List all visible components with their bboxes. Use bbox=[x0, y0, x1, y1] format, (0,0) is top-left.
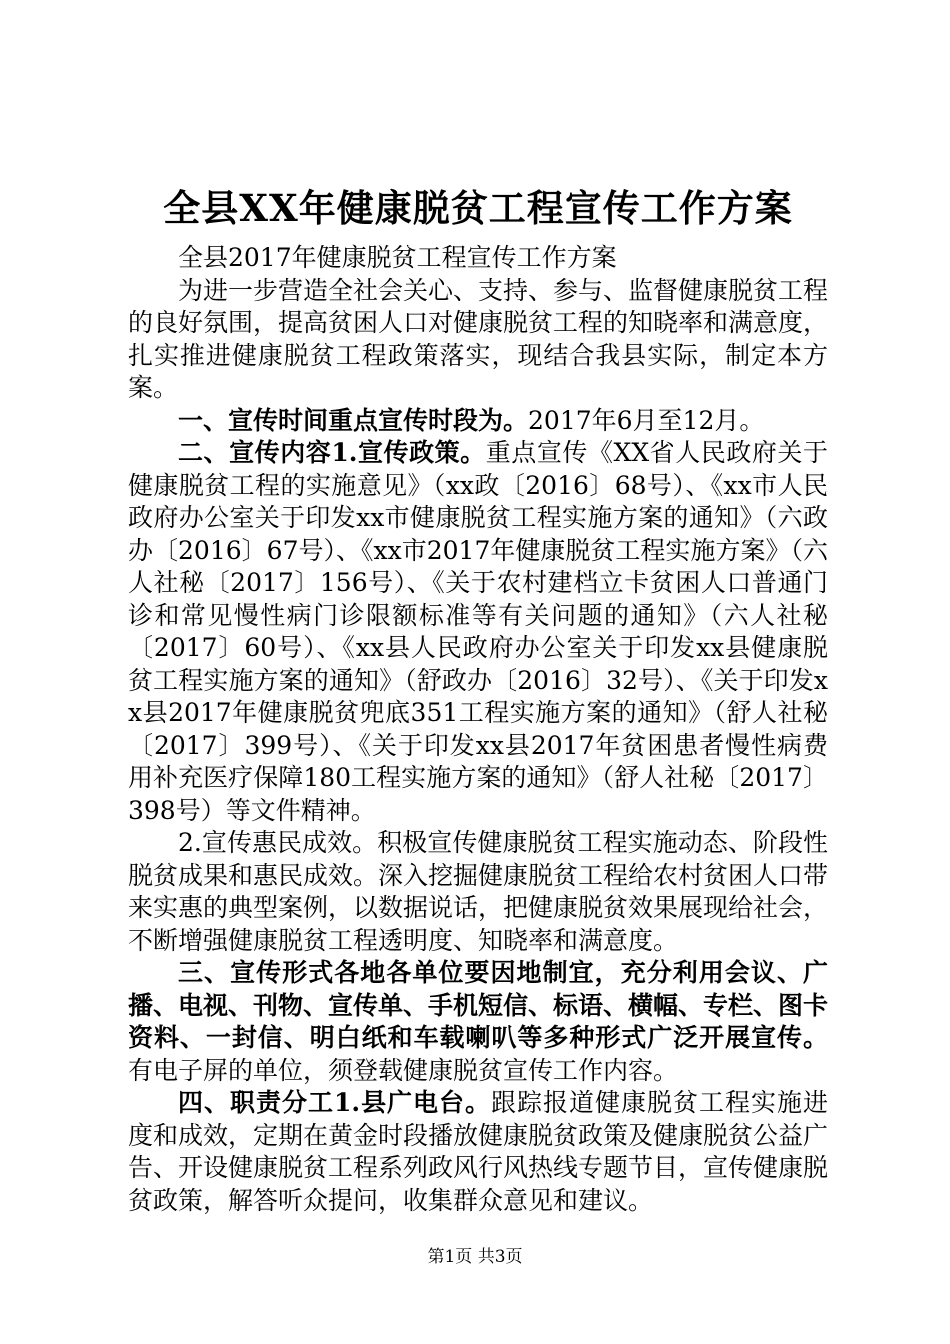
paragraph-lead: 一、宣传时间重点宣传时段为。 bbox=[178, 405, 529, 435]
paragraph-lead: 二、宣传内容1.宣传政策。 bbox=[178, 438, 486, 467]
paragraph-text: 跟踪报道健康脱贫工程实施进度和成效，定期在黄金时段播放健康脱贫政策及健康脱贫公益广告、开设健康脱贫工程系列政风行风热线专题节目，宣传健康脱贫政策，解答听众提问，收集群众意见和建议。 bbox=[128, 1088, 829, 1215]
paragraph-lead: 四、职责分工1.县广电台。 bbox=[178, 1088, 492, 1117]
paragraph-section-form bbox=[128, 957, 828, 1087]
page-number-footer: 第1页 共3页 bbox=[427, 1247, 523, 1267]
paragraph-subtitle bbox=[128, 242, 828, 275]
paragraph-section-duties bbox=[128, 1087, 828, 1217]
paragraph-text: 有电子屏的单位，须登载健康脱贫宣传工作内容。 bbox=[128, 1055, 679, 1085]
paragraph-intro bbox=[128, 275, 828, 405]
paragraph-section-time bbox=[128, 405, 828, 438]
paragraph-text: 2.宣传惠民成效。积极宣传健康脱贫工程实施动态、阶段性脱贫成果和惠民成效。深入挖掘健康脱贫工程给农村贫困人口带来实惠的典型案例，以数据说话，把健康脱贫效果展现给社会，不断增强健康脱贫工程透明度、知晓率和满意度。 bbox=[128, 828, 829, 955]
paragraph-lead: 三、宣传形式各地各单位要因地制宜，充分利用会议、广播、电视、刊物、宣传单、手机短信、标语、横幅、专栏、图卡资料、一封信、明白纸和车载喇叭等多种形式广泛开展宣传。 bbox=[128, 958, 829, 1052]
paragraph-text: 2017年6月至12月。 bbox=[528, 405, 765, 435]
paragraph-section-content bbox=[128, 437, 828, 827]
paragraph-text: 为进一步营造全社会关心、支持、参与、监督健康脱贫工程的良好氛围，提高贫困人口对健康脱贫工程的知晓率和满意度，扎实推进健康脱贫工程政策落实，现结合我县实际，制定本方案。 bbox=[128, 275, 829, 402]
document-title: 全县XX年健康脱贫工程宣传工作方案 bbox=[163, 186, 793, 230]
paragraph-text: 重点宣传《XX省人民政府关于健康脱贫工程的实施意见》（xx政〔2016〕68号）、《xx市人民政府办公室关于印发xx市健康脱贫工程实施方案的通知》（六政办〔2016〕67号）、《xx市2017年健康脱贫工程实施方案》（六人社秘〔2017〕156号）、《关于农村建档立卡贫困人口普通门诊和常见慢性病门诊限额标准等有关问题的通知》（六人社秘〔2017〕60号）、《xx县人民政府办公室关于印发xx县健康脱贫工程实施方案的通知》（舒政办〔2016〕32号）、《关于印发xx县2017年健康脱贫兜底351工程实施方案的通知》（舒人社秘〔2017〕399号）、《关于印发xx县2017年贫困患者慢性病费用补充医疗保障180工程实施方案的通知》（舒人社秘〔2017〕398号）等文件精神。 bbox=[128, 438, 828, 825]
document-page bbox=[128, 180, 828, 1217]
paragraph-benefits bbox=[128, 827, 828, 957]
paragraph-text: 全县2017年健康脱贫工程宣传工作方案 bbox=[178, 243, 617, 272]
